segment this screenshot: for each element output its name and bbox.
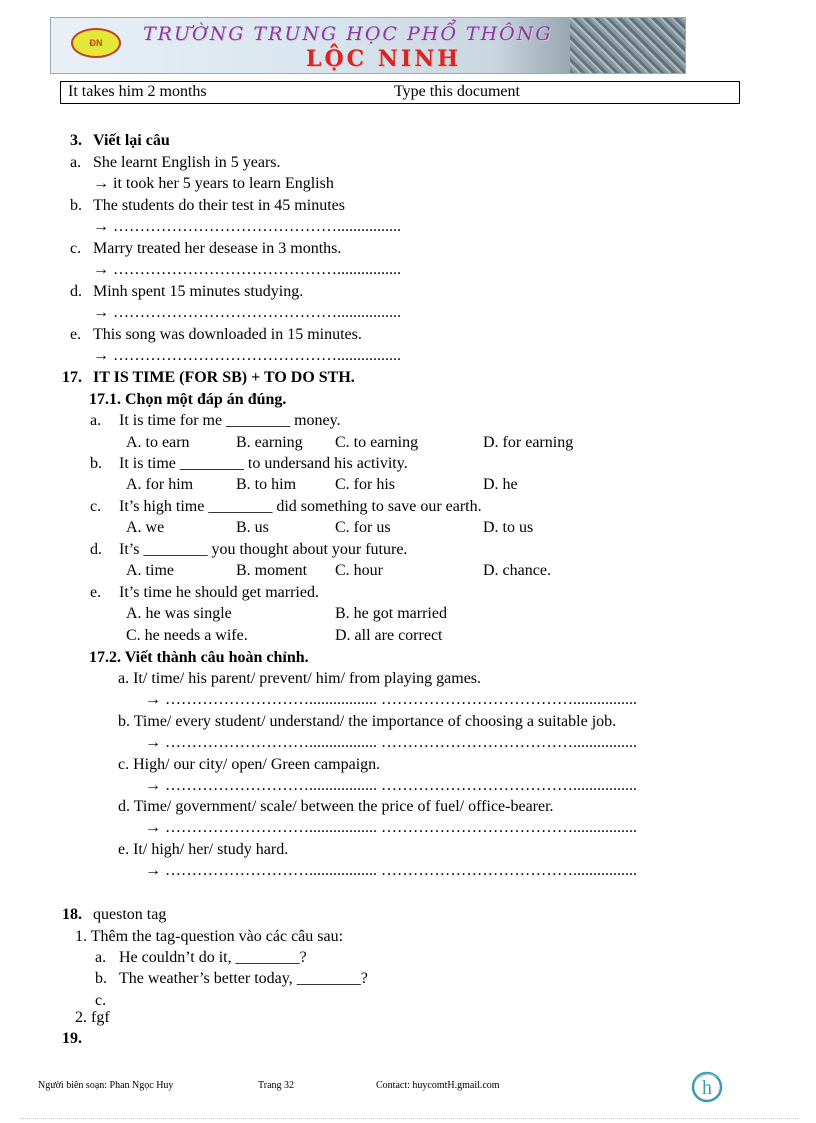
h-logo-icon — [690, 1070, 724, 1104]
s18-text-b: The weather’s better today, ________? — [119, 970, 368, 987]
footer-contact: Contact: huycomtH.gmail.com — [376, 1080, 500, 1091]
s17-2-text-b: b. Time/ every student/ understand/ the importance of choosing a suitable job. — [118, 713, 617, 730]
s3-text-e: This song was downloaded in 15 minutes. — [93, 326, 362, 343]
s3-letter-e: e. — [70, 326, 82, 343]
q17-text-b: It is time ________ to undersand his activity. — [119, 455, 408, 472]
q17-e-option-d: D. all are correct — [335, 627, 443, 644]
banner-title-line1: TRƯỜNG TRUNG HỌC PHỔ THÔNG — [143, 23, 553, 45]
q17-c-option-b: B. us — [236, 519, 269, 536]
s3-answer-a: → it took her 5 years to learn English — [93, 175, 334, 192]
q17-a-option-d: D. for earning — [483, 434, 574, 451]
q17-text-a: It is time for me ________ money. — [119, 412, 341, 429]
section3-number: 3. — [70, 132, 82, 149]
s3-letter-d: d. — [70, 283, 82, 300]
s17-2-answer-e: → ………………………................. ………………………………................ — [145, 862, 637, 879]
s3-answer-b: → ……………………………………................ — [93, 218, 401, 235]
s3-letter-c: c. — [70, 240, 82, 257]
q17-text-c: It’s high time ________ did something to save our earth. — [119, 498, 482, 515]
s17-2-answer-a: → ………………………................. ………………………………................ — [145, 691, 637, 708]
q17-c-option-a: A. we — [126, 519, 165, 536]
s3-answer-e: → ……………………………………................ — [93, 347, 401, 364]
s17-2-text-d: d. Time/ government/ scale/ between the price of fuel/ office-bearer. — [118, 798, 554, 815]
s3-answer-d: → ……………………………………................ — [93, 304, 401, 321]
s18-item1: 1. Thêm the tag-question vào các câu sau: — [75, 928, 344, 945]
footer-author: Người biên soạn: Phan Ngọc Huy — [38, 1080, 174, 1091]
section18-title: queston tag — [93, 906, 167, 923]
logo-text: ĐN — [89, 38, 103, 48]
s17-2-text-e: e. It/ high/ her/ study hard. — [118, 841, 289, 858]
s3-text-c: Marry treated her desease in 3 months. — [93, 240, 342, 257]
q17-d-option-c: C. hour — [335, 562, 383, 579]
banner-title-line2: LỘC NINH — [306, 46, 462, 72]
section19-number: 19. — [62, 1030, 82, 1047]
q17-e-option-a: A. he was single — [126, 605, 232, 622]
q17-d-option-a: A. time — [126, 562, 174, 579]
s3-text-b: The students do their test in 45 minutes — [93, 197, 345, 214]
q17-text-e: It’s time he should get married. — [119, 584, 319, 601]
s18-letter-b: b. — [95, 970, 107, 987]
q17-c-option-d: D. to us — [483, 519, 534, 536]
q17-a-option-b: B. earning — [236, 434, 303, 451]
s17-2-answer-c: → ………………………................. ………………………………................ — [145, 777, 637, 794]
footer-rule — [20, 1118, 800, 1119]
q17-d-option-b: B. moment — [236, 562, 308, 579]
s18-text-a: He couldn’t do it, ________? — [119, 949, 307, 966]
s17-2-answer-b: → ………………………................. ………………………………................ — [145, 734, 637, 751]
section17-2-title: 17.2. Viết thành câu hoàn chỉnh. — [89, 649, 309, 666]
s17-2-text-c: c. High/ our city/ open/ Green campaign. — [118, 756, 381, 773]
school-logo-icon — [71, 28, 121, 58]
s18-letter-a: a. — [95, 949, 107, 966]
section17-title: IT IS TIME (FOR SB) + TO DO STH. — [93, 369, 355, 386]
q17-letter-d: d. — [90, 541, 102, 558]
section18-number: 18. — [62, 906, 82, 923]
section17-1-title: 17.1. Chọn một đáp án đúng. — [89, 391, 287, 408]
q17-text-d: It’s ________ you thought about your future. — [119, 541, 408, 558]
q17-e-option-b: B. he got married — [335, 605, 447, 622]
q17-b-option-d: D. he — [483, 476, 518, 493]
school-banner — [50, 17, 686, 74]
q17-b-option-b: B. to him — [236, 476, 297, 493]
section17-number: 17. — [62, 369, 82, 386]
q17-a-option-a: A. to earn — [126, 434, 190, 451]
s18-letter-c: c. — [95, 992, 107, 1009]
s17-2-text-a: a. It/ time/ his parent/ prevent/ him/ from playing games. — [118, 670, 482, 687]
banner-photo — [570, 18, 685, 73]
q17-b-option-c: C. for his — [335, 476, 395, 493]
header-right-text[interactable]: Type this document — [394, 83, 520, 100]
s3-text-a: She learnt English in 5 years. — [93, 154, 281, 171]
s18-item2: 2. fgf — [75, 1009, 110, 1026]
q17-c-option-c: C. for us — [335, 519, 391, 536]
q17-letter-e: e. — [90, 584, 102, 601]
h-logo-letter: h — [702, 1077, 712, 1099]
footer-page-number: Trang 32 — [258, 1080, 295, 1091]
s3-letter-a: a. — [70, 154, 82, 171]
q17-letter-b: b. — [90, 455, 102, 472]
q17-letter-c: c. — [90, 498, 102, 515]
s3-letter-b: b. — [70, 197, 82, 214]
q17-letter-a: a. — [90, 412, 102, 429]
section3-title: Viết lại câu — [93, 132, 170, 149]
q17-b-option-a: A. for him — [126, 476, 194, 493]
q17-e-option-c: C. he needs a wife. — [126, 627, 248, 644]
s3-text-d: Minh spent 15 minutes studying. — [93, 283, 304, 300]
header-left-text: It takes him 2 months — [68, 83, 207, 100]
s17-2-answer-d: → ………………………................. ………………………………................ — [145, 819, 637, 836]
s3-answer-c: → ……………………………………................ — [93, 261, 401, 278]
q17-d-option-d: D. chance. — [483, 562, 551, 579]
header-box — [60, 81, 740, 104]
q17-a-option-c: C. to earning — [335, 434, 419, 451]
